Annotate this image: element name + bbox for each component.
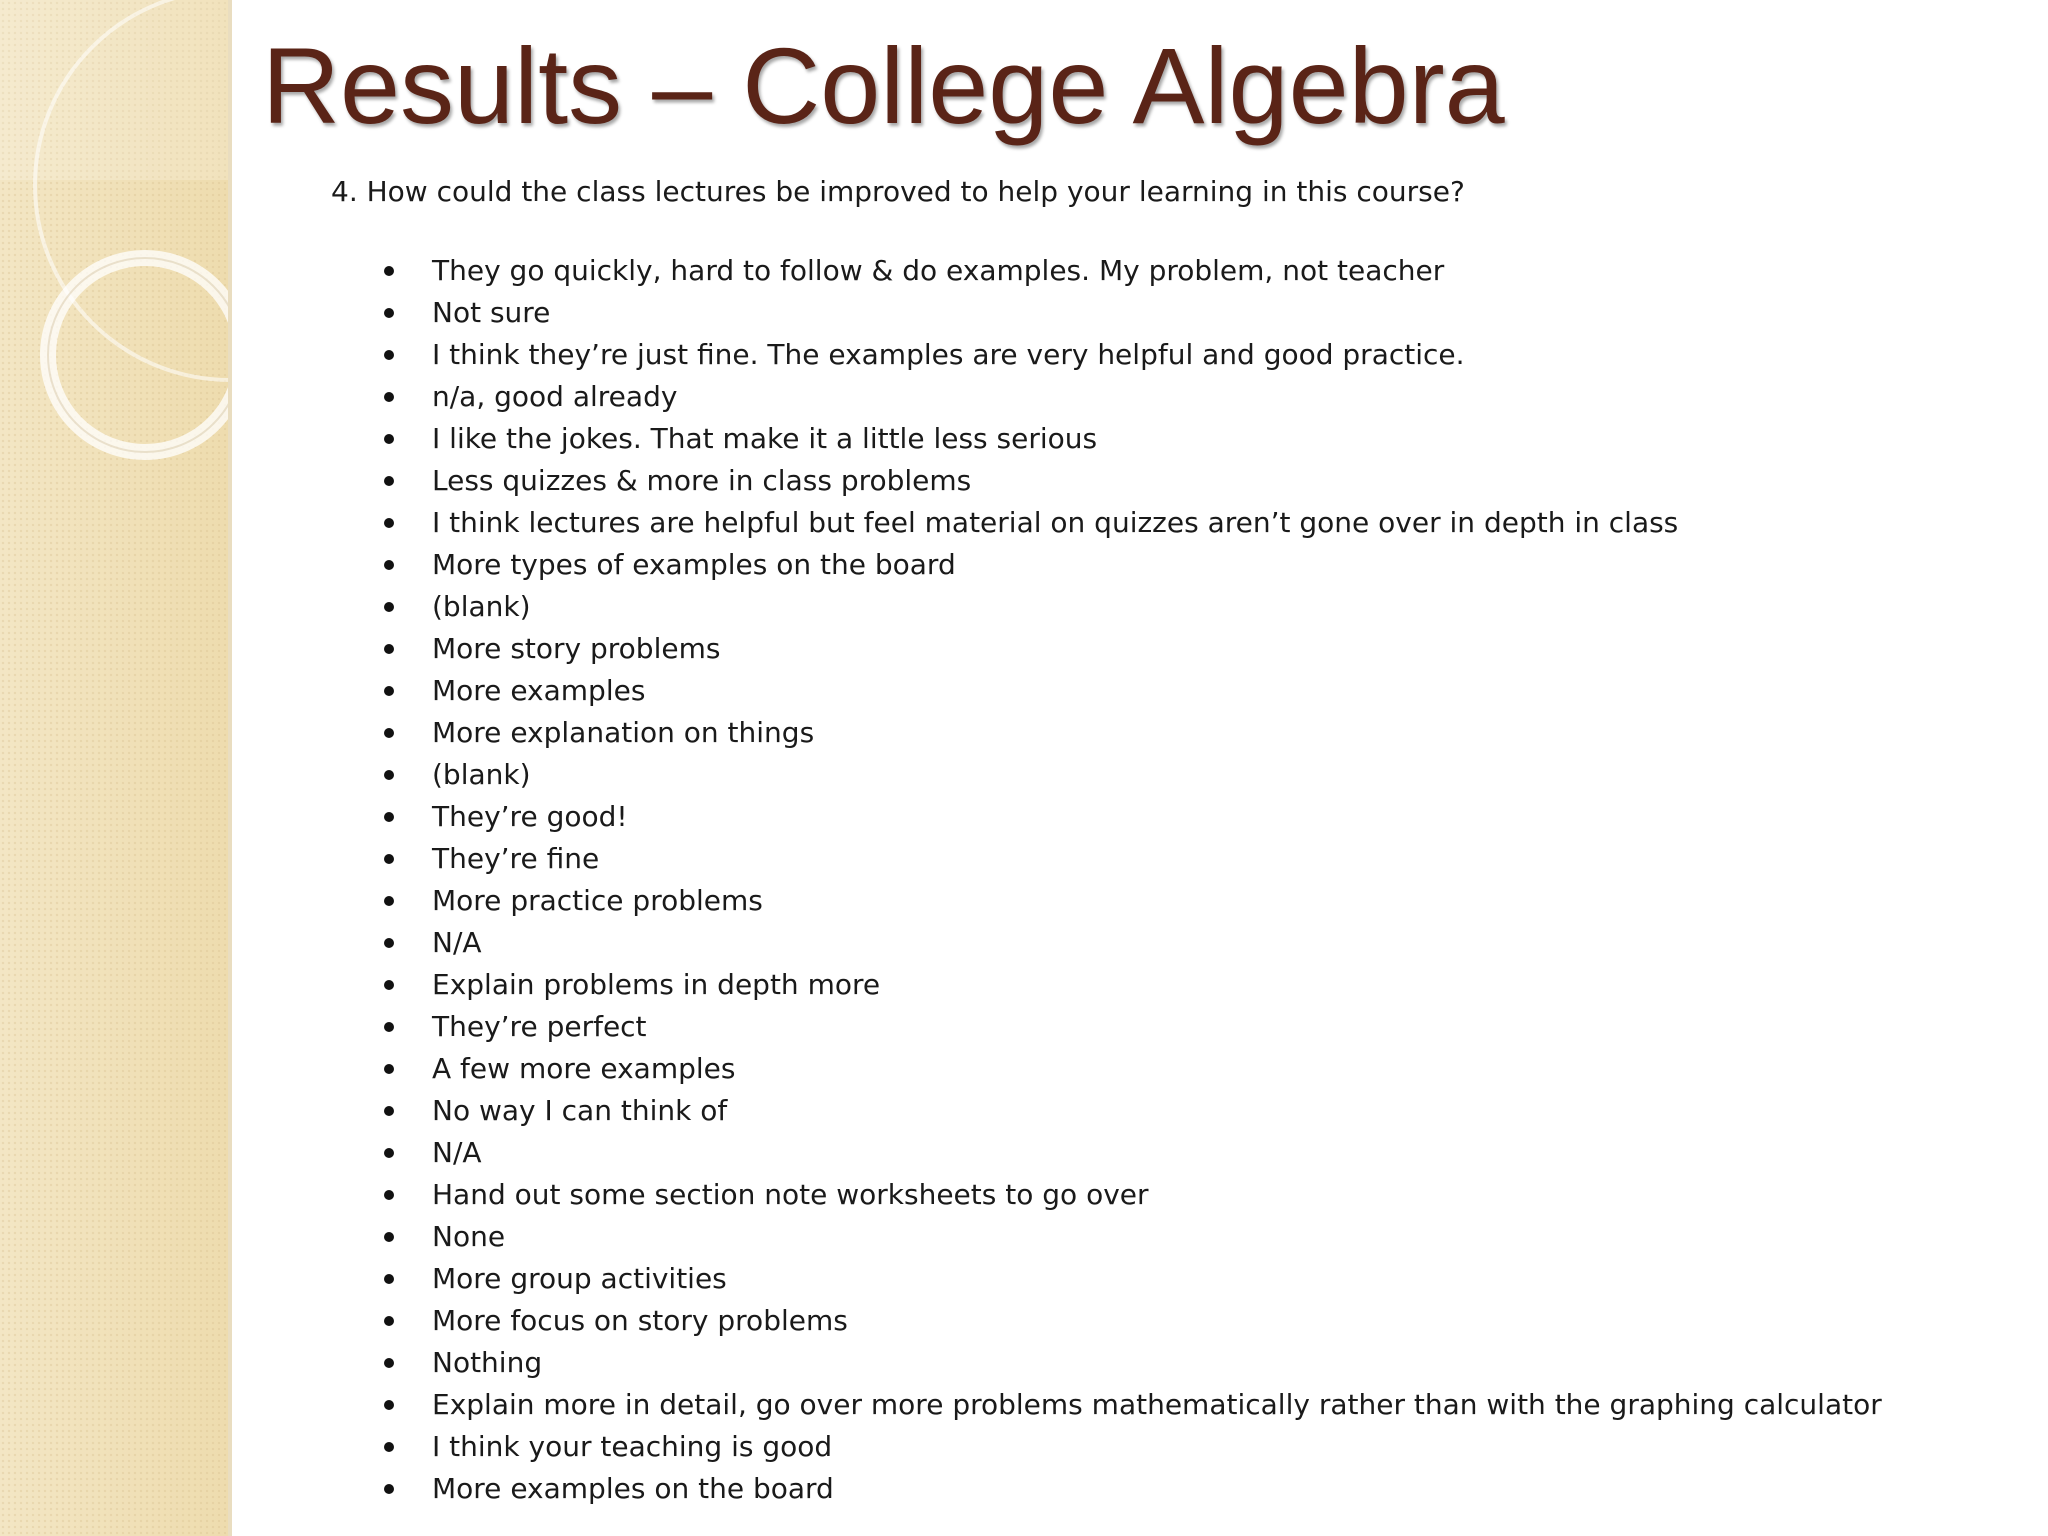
bullet-icon (384, 1484, 394, 1494)
response-item (382, 754, 1882, 796)
response-item (382, 796, 1882, 838)
survey-question: 4. How could the class lectures be improved to help your learning in this course? (331, 175, 1465, 208)
bullet-icon (384, 518, 394, 528)
response-text: More examples on the board (432, 1472, 834, 1505)
decorative-rings (0, 0, 230, 1536)
response-item (382, 586, 1882, 628)
bullet-icon (384, 728, 394, 738)
response-item (382, 1258, 1882, 1300)
bullet-icon (384, 476, 394, 486)
response-item (382, 418, 1882, 460)
response-item (382, 670, 1882, 712)
response-item (382, 880, 1882, 922)
response-text: I think your teaching is good (432, 1430, 833, 1463)
response-item (382, 1384, 1882, 1426)
response-item (382, 1468, 1882, 1510)
bullet-icon (384, 1022, 394, 1032)
bullet-icon (384, 896, 394, 906)
bullet-icon (384, 602, 394, 612)
response-text: Explain problems in depth more (432, 968, 881, 1001)
response-item (382, 1426, 1882, 1468)
bullet-icon (384, 1064, 394, 1074)
response-text: No way I can think of (432, 1094, 728, 1127)
response-item (382, 628, 1882, 670)
response-text: N/A (432, 926, 482, 959)
bullet-icon (384, 434, 394, 444)
response-text: They’re perfect (432, 1010, 647, 1043)
response-text: n/a, good already (432, 380, 678, 413)
bullet-icon (384, 1106, 394, 1116)
bullet-icon (384, 266, 394, 276)
bullet-icon (384, 1232, 394, 1242)
response-list (382, 250, 1882, 1510)
bullet-icon (384, 350, 394, 360)
response-text: None (432, 1220, 506, 1253)
bullet-icon (384, 686, 394, 696)
response-text: (blank) (432, 758, 531, 791)
response-item (382, 334, 1882, 376)
response-text: More explanation on things (432, 716, 815, 749)
bullet-icon (384, 980, 394, 990)
response-item (382, 1300, 1882, 1342)
response-text: More focus on story problems (432, 1304, 848, 1337)
response-text: They’re good! (432, 800, 628, 833)
response-text: Less quizzes & more in class problems (432, 464, 972, 497)
response-item (382, 1174, 1882, 1216)
response-item (382, 292, 1882, 334)
sidebar-divider (228, 0, 232, 1536)
bullet-icon (384, 1190, 394, 1200)
slide-title: Results – College Algebra (262, 25, 1505, 146)
response-item (382, 502, 1882, 544)
bullet-icon (384, 1316, 394, 1326)
bullet-icon (384, 308, 394, 318)
response-item (382, 922, 1882, 964)
response-item (382, 1090, 1882, 1132)
response-item (382, 250, 1882, 292)
response-text: Explain more in detail, go over more problems mathematically rather than with the graphing calculator (432, 1388, 1882, 1421)
bullet-icon (384, 1442, 394, 1452)
response-item (382, 712, 1882, 754)
bullet-icon (384, 560, 394, 570)
response-text: They go quickly, hard to follow & do examples. My problem, not teacher (432, 254, 1445, 287)
response-item (382, 1132, 1882, 1174)
bullet-icon (384, 812, 394, 822)
response-text: More story problems (432, 632, 721, 665)
bullet-icon (384, 1148, 394, 1158)
response-item (382, 544, 1882, 586)
response-text: I think lectures are helpful but feel material on quizzes aren’t gone over in depth in class (432, 506, 1679, 539)
bullet-icon (384, 392, 394, 402)
bullet-icon (384, 938, 394, 948)
bullet-icon (384, 1274, 394, 1284)
bullet-icon (384, 1400, 394, 1410)
response-text: Not sure (432, 296, 551, 329)
decorative-sidebar (0, 0, 230, 1536)
response-text: More group activities (432, 1262, 727, 1295)
bullet-icon (384, 770, 394, 780)
response-text: They’re fine (432, 842, 600, 875)
bullet-icon (384, 854, 394, 864)
response-text: Hand out some section note worksheets to go over (432, 1178, 1149, 1211)
response-item (382, 460, 1882, 502)
response-text: I like the jokes. That make it a little less serious (432, 422, 1098, 455)
response-item (382, 376, 1882, 418)
response-text: Nothing (432, 1346, 543, 1379)
response-item (382, 964, 1882, 1006)
response-text: (blank) (432, 590, 531, 623)
response-text: More examples (432, 674, 646, 707)
response-item (382, 1216, 1882, 1258)
response-text: More types of examples on the board (432, 548, 956, 581)
bullet-icon (384, 644, 394, 654)
bullet-icon (384, 1358, 394, 1368)
response-item (382, 1006, 1882, 1048)
response-item (382, 1048, 1882, 1090)
response-text: A few more examples (432, 1052, 736, 1085)
response-text: N/A (432, 1136, 482, 1169)
response-item (382, 1342, 1882, 1384)
response-text: I think they’re just fine. The examples are very helpful and good practice. (432, 338, 1465, 371)
response-text: More practice problems (432, 884, 763, 917)
response-item (382, 838, 1882, 880)
